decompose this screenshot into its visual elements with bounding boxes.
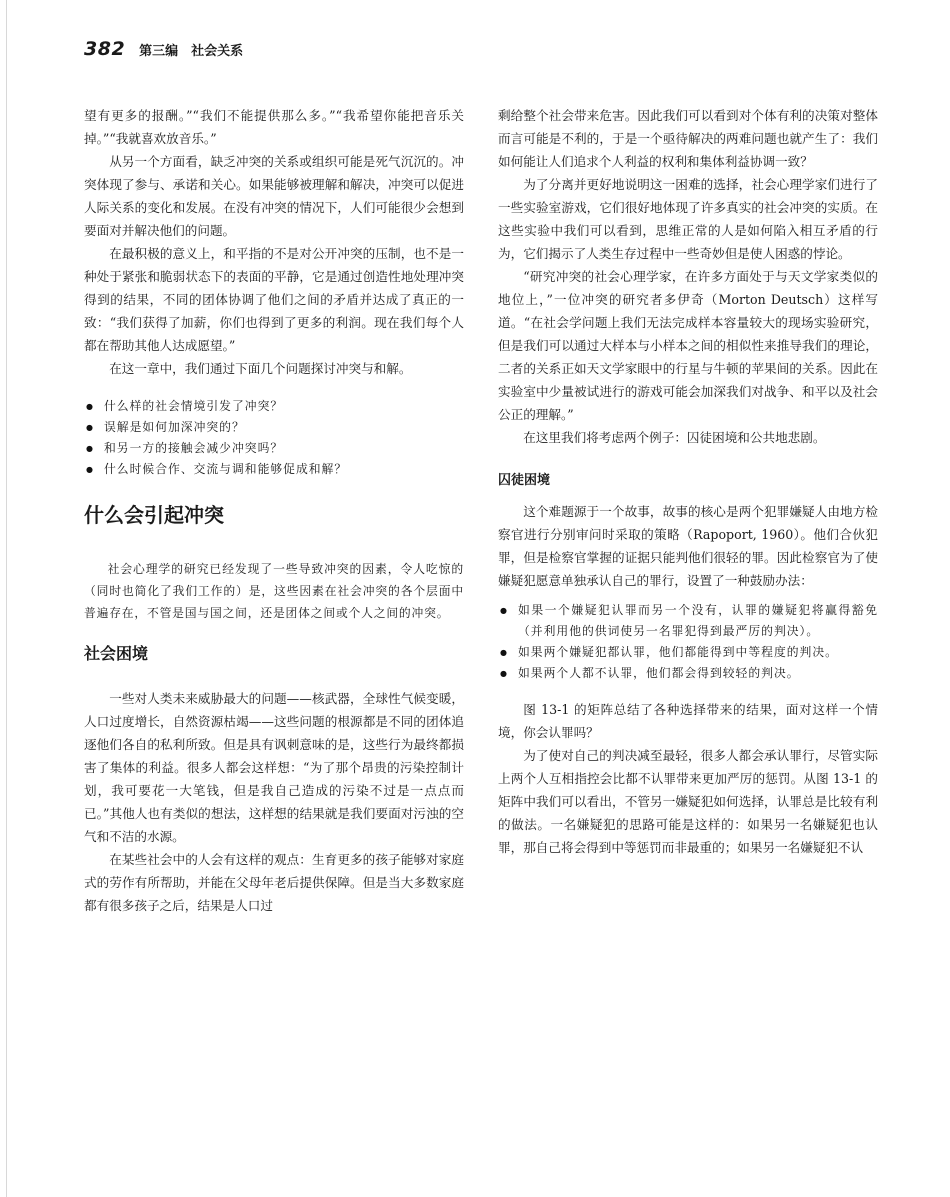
section-label: 第三编 社会关系 bbox=[139, 44, 244, 59]
running-header bbox=[84, 38, 243, 60]
paragraph: 在这一章中，我们通过下面几个问题探讨冲突与和解。 bbox=[109, 361, 412, 376]
list-item: ● 误解是如何加深冲突的？ bbox=[84, 417, 464, 438]
paragraph: 为了分离并更好地说明这一困难的选择，社会心理学家们进行了一些实验室游戏，它们很好地体现了许多真实的社会冲突的实质。在这些实验中我们可以看到，思维正常的人是如何陷入相互矛盾的行为，它们揭示了人类生存过程中一些奇妙但是使人困惑的悖论。 bbox=[498, 177, 878, 261]
paragraph: 望有更多的报酬。”“我们不能提供那么多。”“我希望你能把音乐关掉。”“我就喜欢放音乐。” bbox=[84, 108, 464, 146]
list-item: ● 如果两个嫌疑犯都认罪，他们都能得到中等程度的判决。 bbox=[498, 642, 878, 663]
list-item: ● 什么时候合作、交流与调和能够促成和解？ bbox=[84, 459, 464, 480]
left-column bbox=[84, 104, 464, 917]
section-heading: 什么会引起冲突 bbox=[84, 503, 224, 527]
list-item: ● 和另一方的接触会减少冲突吗？ bbox=[84, 438, 464, 459]
list-item: ● 如果两个人都不认罪，他们都会得到较轻的判决。 bbox=[498, 663, 878, 684]
paragraph: 为了使对自己的判决减至最轻，很多人都会承认罪行，尽管实际上两个人互相指控会比都不认罪带来更加严厉的惩罚。从图 13-1 的矩阵中我们可以看出，不管另一嫌疑犯如何选择，认罪总是比较有利的做法。一名嫌疑犯的思路可能是这样的：如果另一名嫌疑犯也认罪，那自己将会得到中等惩罚而非最重的；如果另一名嫌疑犯不认 bbox=[498, 748, 878, 855]
paragraph: 在某些社会中的人会有这样的观点：生育更多的孩子能够对家庭式的劳作有所帮助，并能在父母年老后提供保障。但是当大多数家庭都有很多孩子之后，结果是人口过 bbox=[84, 852, 464, 913]
paragraph: 图 13-1 的矩阵总结了各种选择带来的结果，面对这样一个情境，你会认罪吗？ bbox=[498, 702, 878, 740]
paragraph: 在最积极的意义上，和平指的不是对公开冲突的压制，也不是一种处于紧张和脆弱状态下的表面的平静，它是通过创造性地处理冲突得到的结果，不同的团体协调了他们之间的矛盾并达成了真正的一致：“我们获得了加薪，你们也得到了更多的利润。现在我们每个人都在帮助其他人达成愿望。” bbox=[84, 246, 464, 353]
paragraph: 这个难题源于一个故事，故事的核心是两个犯罪嫌疑人由地方检察官进行分别审问时采取的策略（Rapoport, 1960）。他们合伙犯罪，但是检察官掌握的证据只能判他们很轻的罪。因此检察官为了使嫌疑犯愿意单独承认自己的罪行，设置了一种鼓励办法： bbox=[498, 504, 878, 588]
section-intro: 社会心理学的研究已经发现了一些导致冲突的因素，令人吃惊的（同时也简化了我们工作的）是，这些因素在社会冲突的各个层面中普遍存在，不管是国与国之间，还是团体之间或个人之间的冲突。 bbox=[84, 562, 464, 620]
paragraph: 从另一个方面看，缺乏冲突的关系或组织可能是死气沉沉的。冲突体现了参与、承诺和关心。如果能够被理解和解决，冲突可以促进人际关系的变化和发展。在没有冲突的情况下，人们可能很少会想到要面对并解决他们的问题。 bbox=[84, 154, 464, 238]
paragraph: 剩给整个社会带来危害。因此我们可以看到对个体有利的决策对整体而言可能是不利的，于是一个亟待解决的两难问题也就产生了：我们如何能让人们追求个人利益的权利和集体利益协调一致？ bbox=[498, 108, 878, 169]
question-list bbox=[84, 396, 464, 480]
page-edge-rule bbox=[6, 0, 7, 1197]
paragraph: 一些对人类未来威胁最大的问题——核武器，全球性气候变暖，人口过度增长，自然资源枯竭——这些问题的根源都是不同的团体追逐他们各自的私利所致。但是具有讽刺意味的是，这些行为最终都损害了集体的利益。很多人都会这样想：“为了那个昂贵的污染控制计划，我可要花一大笔钱，但是我自己造成的污染不过是一点点而已。”其他人也有类似的想法，这样想的结果就是我们要面对污浊的空气和不洁的水源。 bbox=[84, 691, 464, 844]
paragraph: “研究冲突的社会心理学家，在许多方面处于与天文学家类似的地位上，”一位冲突的研究者多伊奇（Morton Deutsch）这样写道。“在社会学问题上我们无法完成样本容量较大的现场实验研究，但是我们可以通过大样本与小样本之间的相似性来推导我们的理论，二者的关系正如天文学家眼中的行星与牛顿的苹果间的关系。因此在实验室中少量被试进行的游戏可能会加深我们对战争、和平以及社会公正的理解。” bbox=[498, 269, 878, 422]
subsection-heading: 囚徒困境 bbox=[498, 473, 551, 488]
subsection-heading: 社会困境 bbox=[84, 644, 149, 663]
rules-list bbox=[498, 600, 878, 684]
page-number: 382 bbox=[84, 38, 126, 60]
list-item: ● 如果一个嫌疑犯认罪而另一个没有，认罪的嫌疑犯将赢得豁免（并利用他的供词使另一名罪犯得到最严厉的判决）。 bbox=[498, 600, 878, 642]
right-column bbox=[498, 104, 878, 859]
list-item: ● 什么样的社会情境引发了冲突？ bbox=[84, 396, 464, 417]
paragraph: 在这里我们将考虑两个例子：囚徒困境和公共地悲剧。 bbox=[523, 430, 826, 445]
